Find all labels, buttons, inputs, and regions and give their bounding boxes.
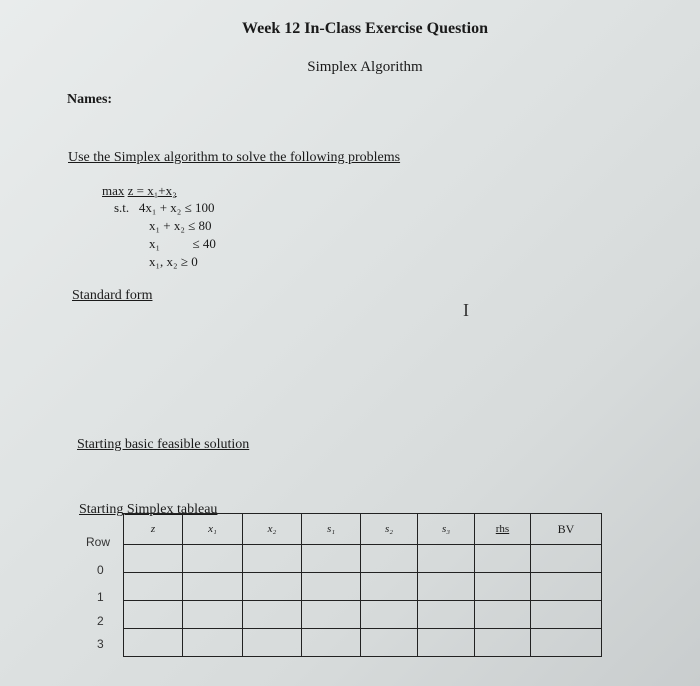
row-label-3: 3: [97, 637, 104, 651]
text-cursor-icon: I: [463, 300, 469, 320]
cell[interactable]: [124, 545, 183, 573]
standard-form-heading: Standard form: [72, 288, 153, 303]
cell[interactable]: [183, 545, 243, 573]
starting-bfs-heading: Starting basic feasible solution: [77, 437, 250, 452]
cell[interactable]: [475, 629, 531, 657]
cell[interactable]: [302, 629, 361, 657]
cell[interactable]: [183, 573, 243, 601]
constraint-3: x₁ ≤ 40: [149, 236, 216, 251]
cell[interactable]: [124, 601, 183, 629]
cell[interactable]: [243, 545, 302, 573]
constraint-row-1: [114, 200, 214, 216]
cell[interactable]: [475, 573, 531, 601]
instruction-text: Use the Simplex algorithm to solve the following problems: [68, 150, 401, 165]
names-label: Names:: [67, 92, 113, 107]
col-s1: s₁: [302, 514, 361, 545]
objective-expression: z = x₁+x₂: [127, 183, 177, 198]
tableau-header-row: [124, 514, 602, 545]
cell[interactable]: [418, 573, 475, 601]
col-z: z: [124, 514, 183, 545]
constraint-1: 4x₁ + x₂ ≤ 100: [138, 200, 215, 215]
cell[interactable]: [302, 601, 361, 629]
cell[interactable]: [531, 601, 602, 629]
page-subtitle: Simplex Algorithm: [307, 59, 423, 75]
cell[interactable]: [475, 601, 531, 629]
cell[interactable]: [418, 545, 475, 573]
cell[interactable]: [531, 573, 602, 601]
cell[interactable]: [302, 573, 361, 601]
constraint-nonneg: x₁, x₂ ≥ 0: [149, 254, 198, 269]
cell[interactable]: [418, 601, 475, 629]
cell[interactable]: [361, 573, 418, 601]
col-s3: s₃: [418, 514, 475, 545]
simplex-tableau: [123, 513, 602, 657]
cell[interactable]: [361, 545, 418, 573]
row-column-header: Row: [86, 535, 111, 549]
objective-function: [102, 183, 177, 199]
row-label-2: 2: [97, 614, 104, 628]
cell[interactable]: [124, 629, 183, 657]
st-label: s.t.: [114, 200, 130, 215]
tableau-row-1: [124, 573, 602, 601]
starting-tableau-heading: Starting Simplex tableau: [79, 502, 218, 517]
cell[interactable]: [361, 629, 418, 657]
cell[interactable]: [183, 601, 243, 629]
col-bv: BV: [531, 514, 602, 545]
col-x2: x₂: [243, 514, 302, 545]
cell[interactable]: [124, 573, 183, 601]
cell[interactable]: [475, 545, 531, 573]
cell[interactable]: [531, 545, 602, 573]
cell[interactable]: [531, 629, 602, 657]
col-s2: s₂: [361, 514, 418, 545]
tableau-row-2: [124, 601, 602, 629]
row-label-1: 1: [97, 590, 104, 604]
cell[interactable]: [243, 601, 302, 629]
cell[interactable]: [418, 629, 475, 657]
cell[interactable]: [183, 629, 243, 657]
constraint-2: x₁ + x₂ ≤ 80: [149, 218, 212, 233]
tableau-row-3: [124, 629, 602, 657]
cell[interactable]: [243, 629, 302, 657]
row-label-0: 0: [97, 563, 104, 577]
tableau-row-0: [124, 545, 602, 573]
cell[interactable]: [302, 545, 361, 573]
col-rhs: rhs: [475, 514, 531, 545]
cell[interactable]: [361, 601, 418, 629]
page-title: Week 12 In-Class Exercise Question: [242, 20, 488, 37]
objective-prefix: max: [102, 183, 125, 198]
cell[interactable]: [243, 573, 302, 601]
col-x1: x₁: [183, 514, 243, 545]
